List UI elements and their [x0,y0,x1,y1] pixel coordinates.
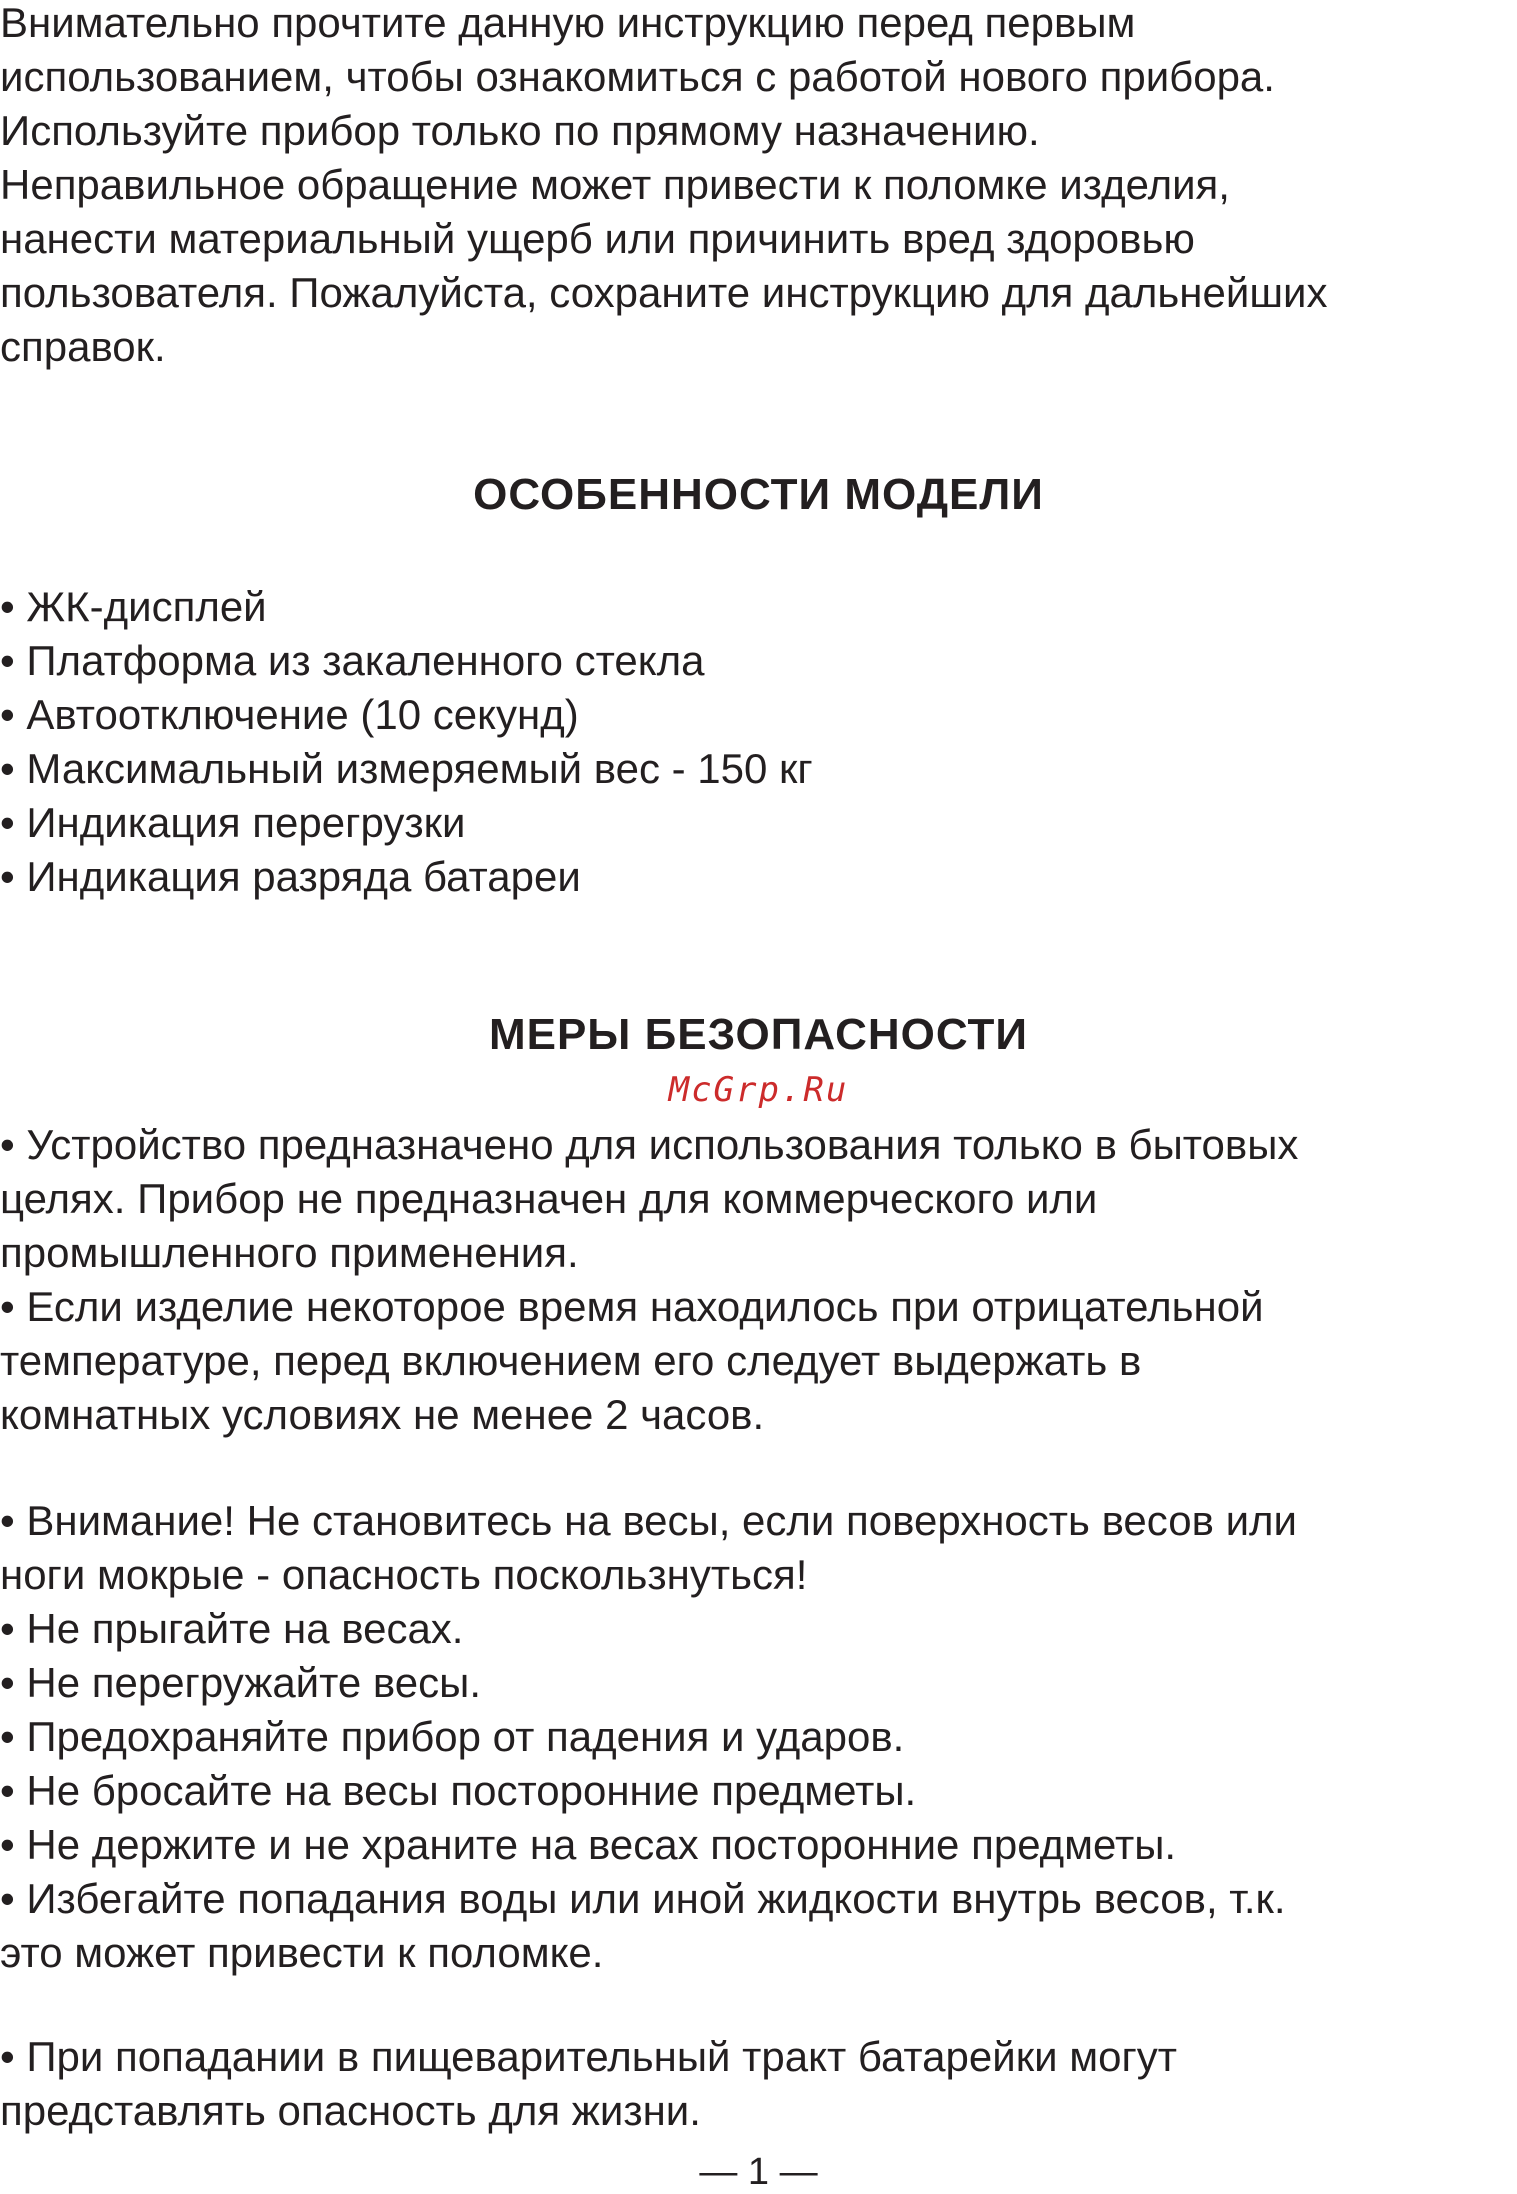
safety-block-1 [0,1118,1517,1442]
safety-block-3 [0,2030,1517,2138]
list-item: целях. Прибор не предназначен для коммерческого или [0,1175,1098,1222]
watermark-text: McGrp.Ru [668,1070,849,1110]
safety-block-2 [0,1494,1517,1980]
features-list [0,580,1517,904]
list-item: • Автоотключение (10 секунд) [0,691,579,738]
list-item: • Платформа из закаленного стекла [0,637,705,684]
list-item: • При попадании в пищеварительный тракт батарейки могут [0,2033,1178,2080]
list-item: представлять опасность для жизни. [0,2087,701,2134]
list-item: • Не держите и не храните на весах посторонние предметы. [0,1821,1177,1868]
list-item: • Избегайте попадания воды или иной жидкости внутрь весов, т.к. [0,1875,1286,1922]
intro-line: нанести материальный ущерб или причинить вред здоровью [0,215,1195,262]
list-item: • Индикация разряда батареи [0,853,581,900]
list-item: • Индикация перегрузки [0,799,466,846]
features-heading: ОСОБЕННОСТИ МОДЕЛИ [473,470,1044,519]
list-item: температуре, перед включением его следует выдержать в [0,1337,1142,1384]
intro-line: Используйте прибор только по прямому назначению. [0,107,1040,154]
intro-line: пользователя. Пожалуйста, сохраните инструкцию для дальнейших [0,269,1328,316]
list-item: • Не прыгайте на весах. [0,1605,464,1652]
list-item: • Предохраняйте прибор от падения и ударов. [0,1713,905,1760]
list-item: • Если изделие некоторое время находилось при отрицательной [0,1283,1264,1330]
list-item: это может привести к поломке. [0,1929,604,1976]
intro-line: Неправильное обращение может привести к поломке изделия, [0,161,1230,208]
list-item: • Не бросайте на весы посторонние предметы. [0,1767,917,1814]
list-item: • ЖК-дисплей [0,583,267,630]
list-item: комнатных условиях не менее 2 часов. [0,1391,765,1438]
list-item: промышленного применения. [0,1229,579,1276]
safety-heading: МЕРЫ БЕЗОПАСНОСТИ [488,1010,1029,1059]
page-number: — 1 — [699,2151,818,2193]
list-item: • Устройство предназначено для использования только в бытовых [0,1121,1299,1168]
intro-line: Внимательно прочтите данную инструкцию перед первым [0,0,1136,46]
intro-line: справок. [0,323,166,370]
intro-paragraph [0,0,1517,374]
list-item: • Внимание! Не становитесь на весы, если поверхность весов или [0,1497,1298,1544]
list-item: • Не перегружайте весы. [0,1659,481,1706]
list-item: • Максимальный измеряемый вес - 150 кг [0,745,813,792]
list-item: ноги мокрые - опасность поскользнуться! [0,1551,808,1598]
intro-line: использованием, чтобы ознакомиться с работой нового прибора. [0,53,1275,100]
